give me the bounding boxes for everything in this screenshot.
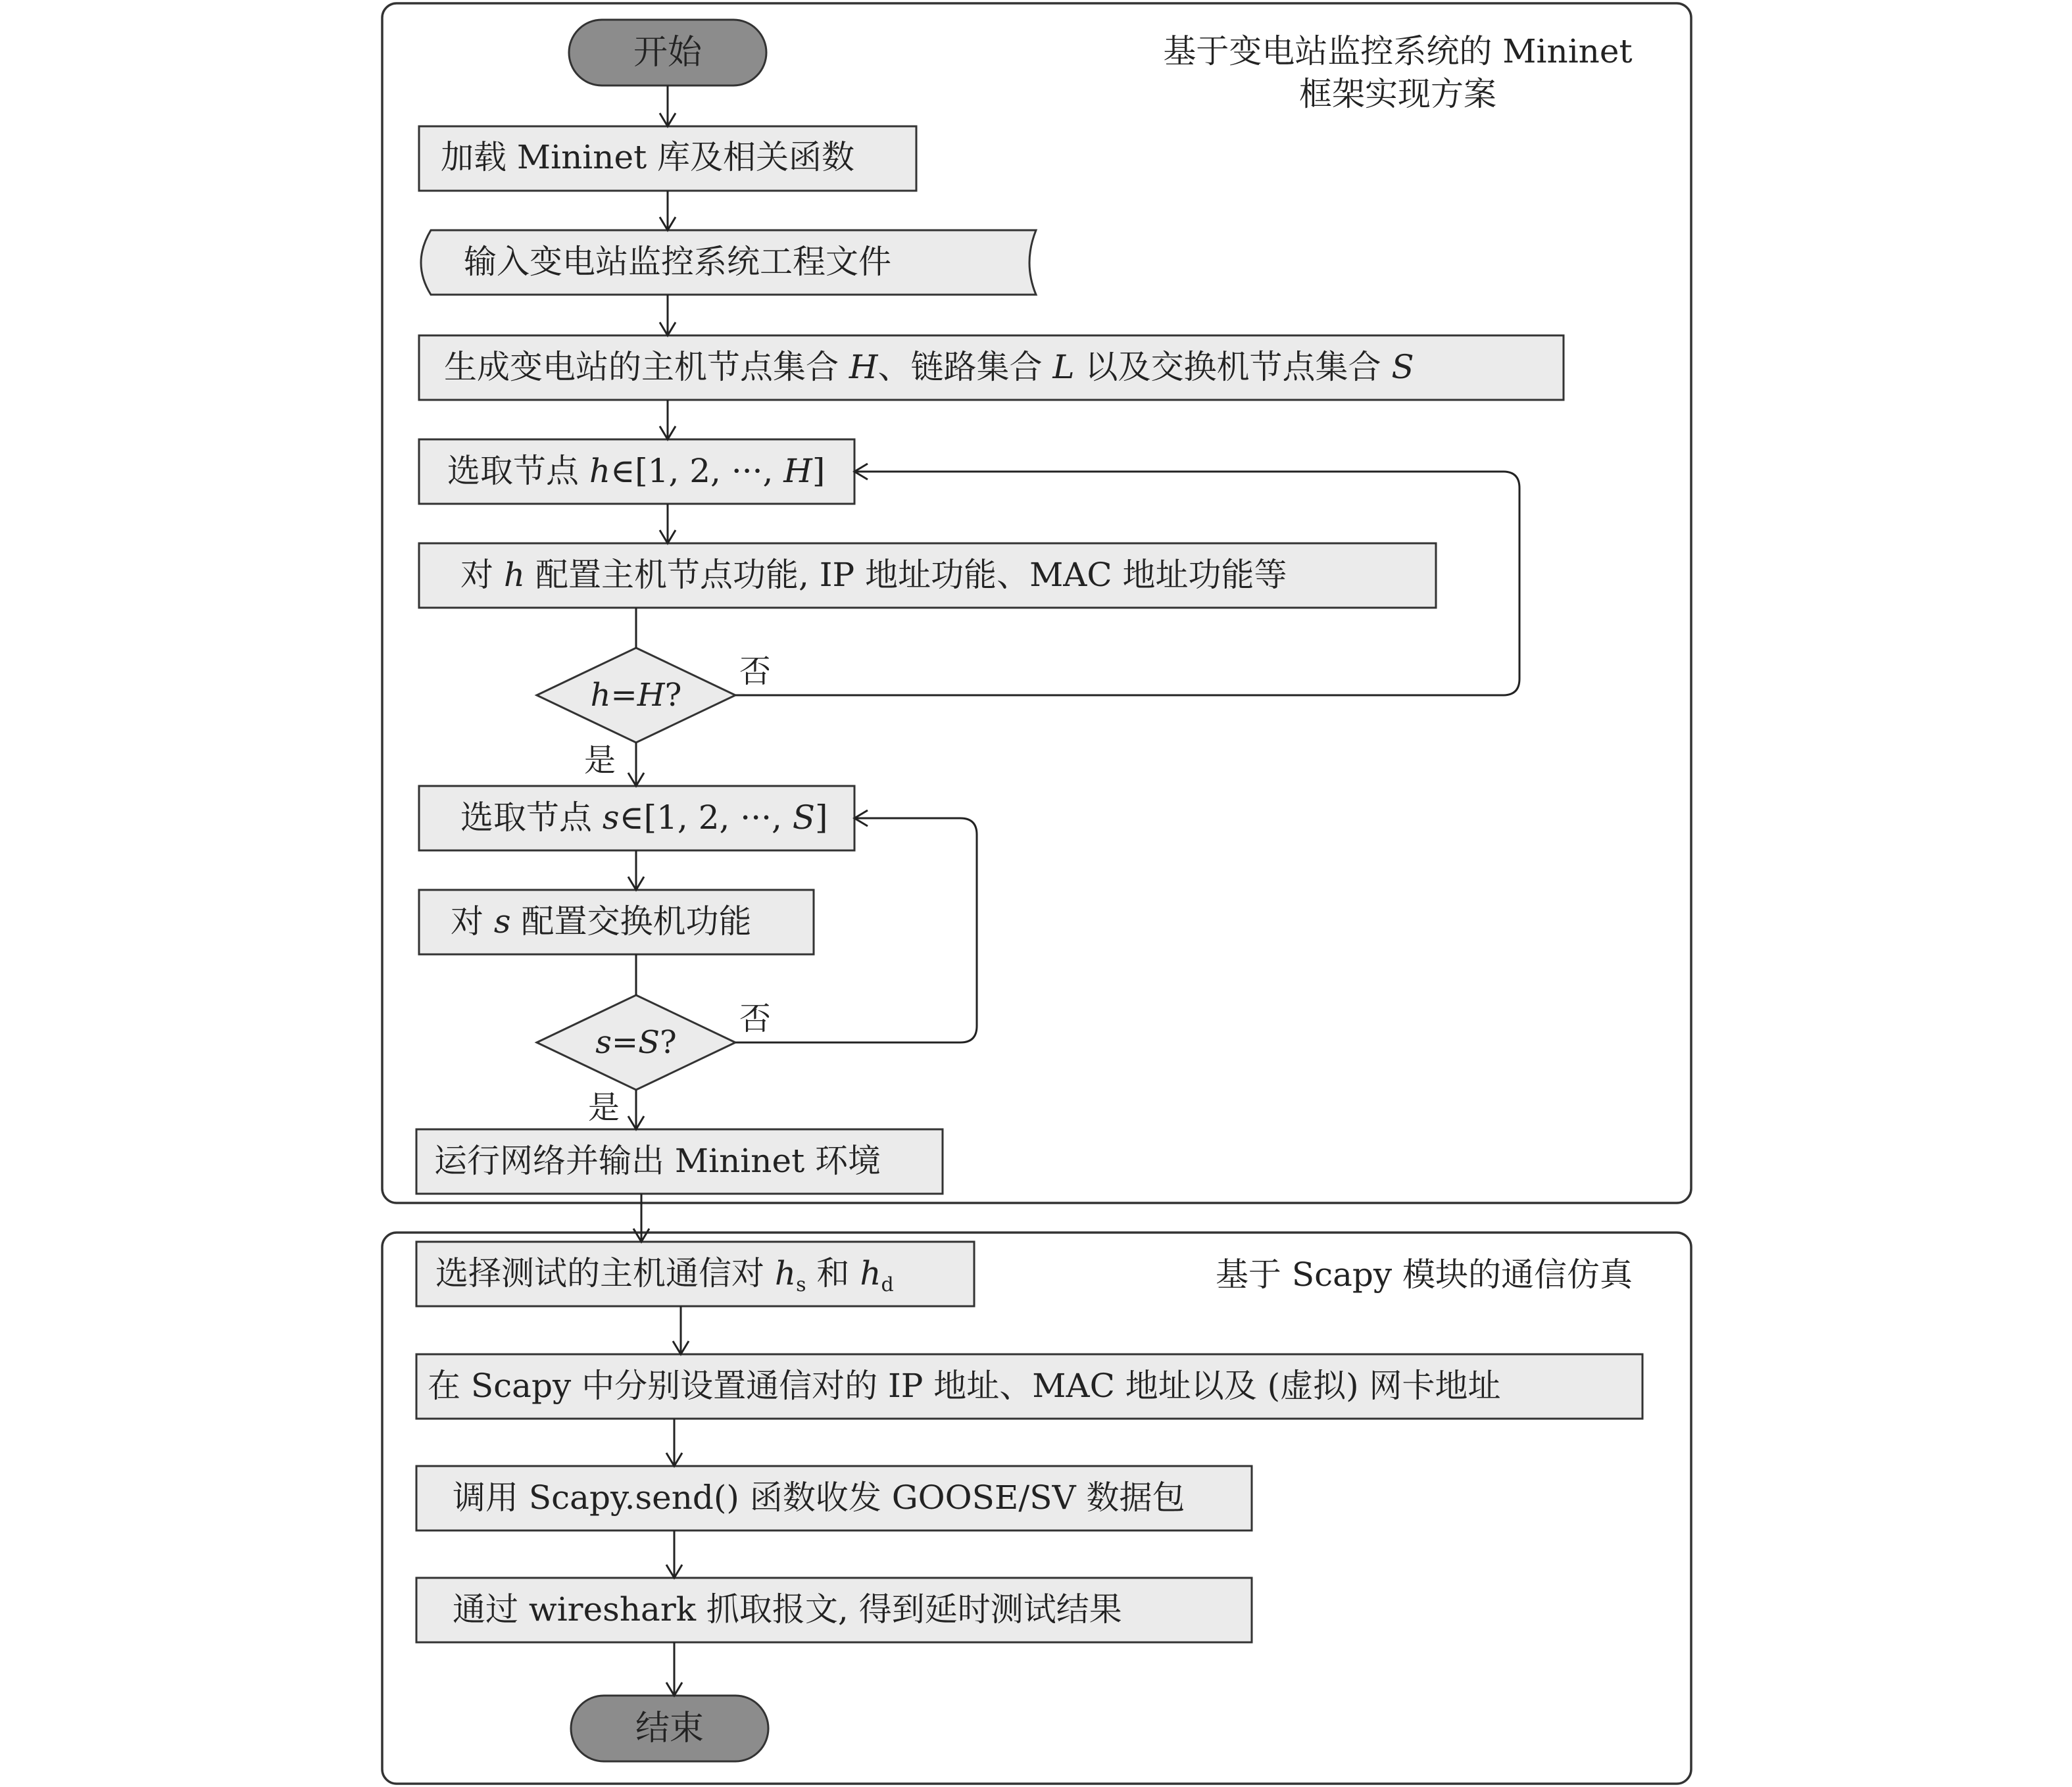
mininet-section-title-line1: 基于变电站监控系统的 Mininet bbox=[1163, 32, 1633, 70]
decision-s-yes-label: 是 bbox=[587, 1089, 620, 1126]
send-packets-label: 调用 Scapy.send() 函数收发 GOOSE/SV 数据包 bbox=[453, 1479, 1185, 1517]
select-host-pair-label: 选择测试的主机通信对 $h_s$ 和 $h_d$ bbox=[435, 1254, 894, 1296]
edge-load-to-input bbox=[660, 191, 676, 230]
edge-select-pair-to-set-addresses bbox=[673, 1306, 689, 1354]
edge-input-to-generate bbox=[660, 295, 676, 335]
edge-select-switch-to-configure-switch bbox=[628, 850, 644, 890]
generate-node-sets-label: 生成变电站的主机节点集合 H、链路集合 L 以及交换机节点集合 S bbox=[444, 348, 1414, 386]
edge-start-to-load bbox=[660, 86, 676, 126]
edge-run-network-to-select-pair bbox=[633, 1194, 649, 1242]
run-network-label: 运行网络并输出 Mininet 环境 bbox=[434, 1142, 881, 1180]
mininet-section-title-line2: 框架实现方案 bbox=[1299, 75, 1496, 113]
edge-decision-s-yes bbox=[628, 1090, 644, 1129]
capture-results-label: 通过 wireshark 抓取报文, 得到延时测试结果 bbox=[453, 1590, 1122, 1628]
configure-host-label: 对 h 配置主机节点功能, IP 地址功能、MAC 地址功能等 bbox=[460, 556, 1287, 594]
select-host-node-label: 选取节点 h∈[1, 2, ···, H] bbox=[447, 452, 826, 490]
end-label: 结束 bbox=[635, 1709, 704, 1748]
edge-decision-h-yes bbox=[628, 743, 644, 786]
edge-select-host-to-configure-host bbox=[660, 504, 676, 543]
configure-switch-label: 对 s 配置交换机功能 bbox=[451, 902, 752, 941]
select-switch-node-label: 选取节点 s∈[1, 2, ···, S] bbox=[460, 798, 828, 837]
decision-h-yes-label: 是 bbox=[583, 742, 616, 779]
start-label: 开始 bbox=[633, 33, 703, 72]
input-project-files-label: 输入变电站监控系统工程文件 bbox=[464, 243, 891, 281]
edge-generate-to-select-host bbox=[660, 400, 676, 439]
scapy-section-title: 基于 Scapy 模块的通信仿真 bbox=[1215, 1256, 1633, 1294]
set-addresses-label: 在 Scapy 中分别设置通信对的 IP 地址、MAC 地址以及 (虚拟) 网卡地址 bbox=[428, 1367, 1501, 1405]
edge-send-to-capture bbox=[666, 1530, 682, 1578]
edge-set-addresses-to-send bbox=[666, 1419, 682, 1466]
decision-s-label: s=S? bbox=[595, 1024, 677, 1061]
decision-s-no-label: 否 bbox=[739, 1000, 772, 1037]
load-mininet-library-label: 加载 Mininet 库及相关函数 bbox=[441, 138, 855, 176]
decision-h-label: h=H? bbox=[590, 677, 682, 714]
edge-capture-to-end bbox=[666, 1642, 682, 1696]
decision-h-no-label: 否 bbox=[739, 653, 772, 690]
